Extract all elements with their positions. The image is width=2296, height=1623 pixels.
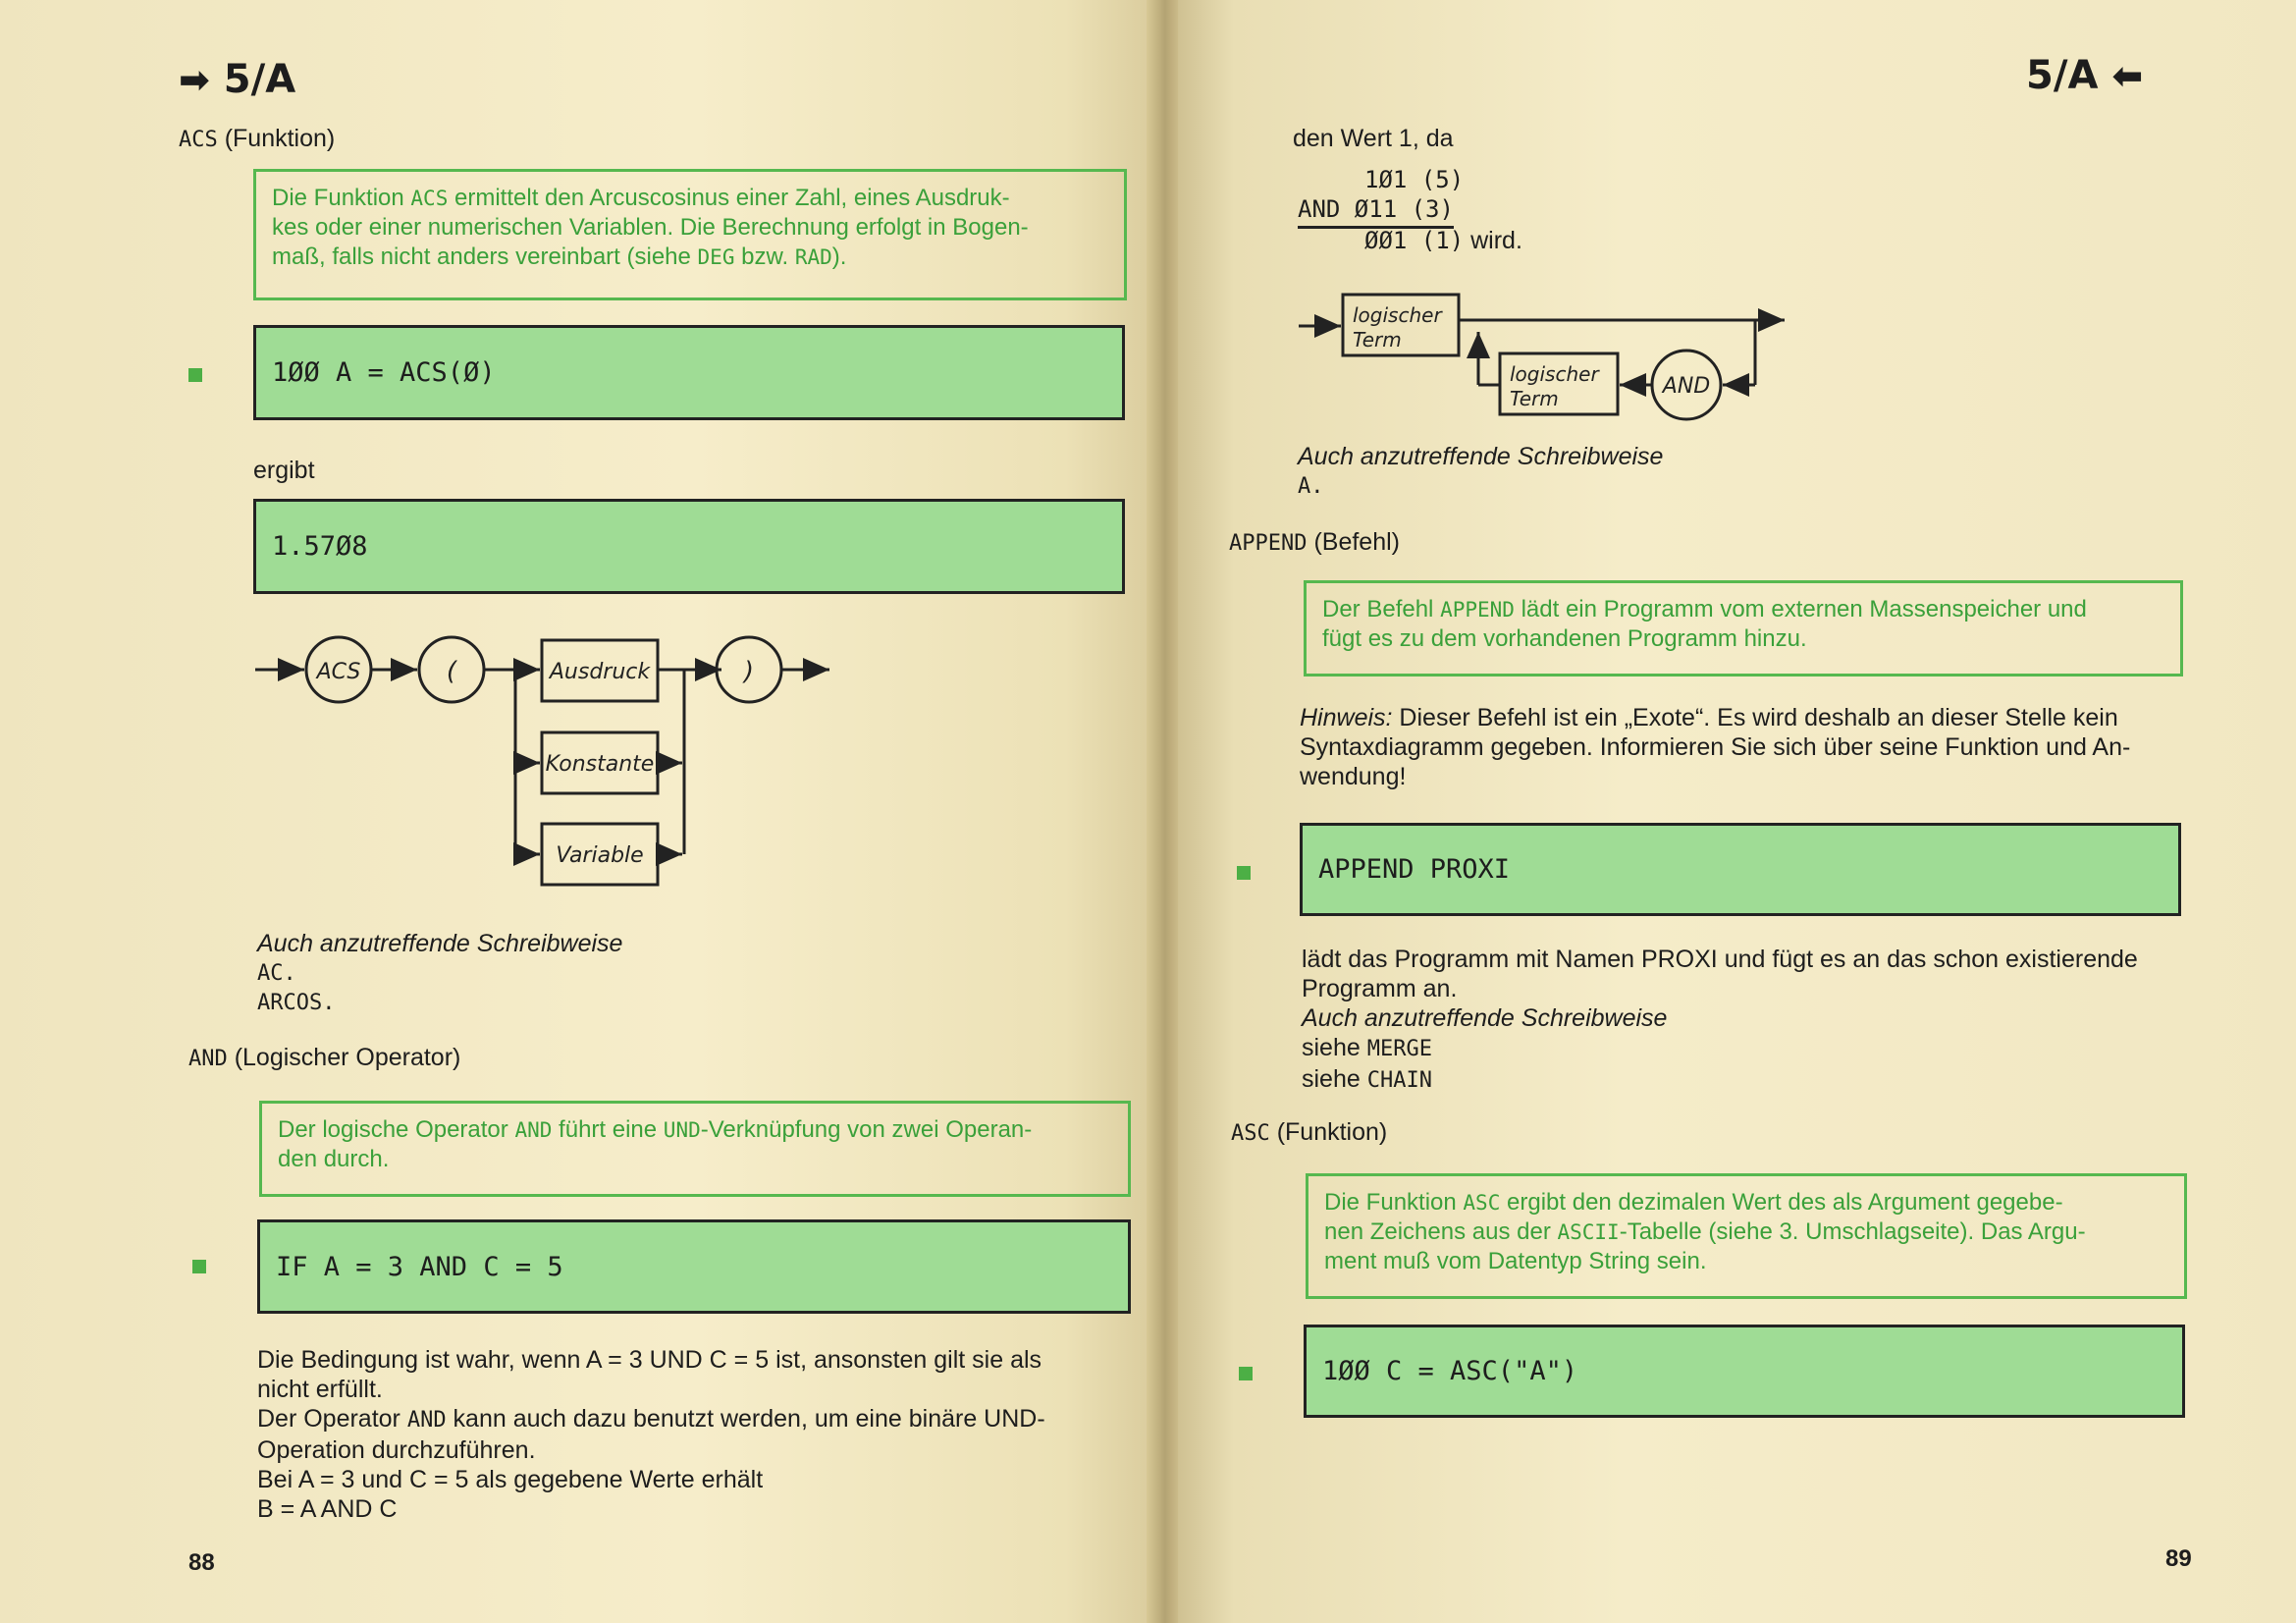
append-after-text: lädt das Programm mit Namen PROXI und fügt es an das schon existierende Programm an. Auch anzutreffende Schreibweise siehe MERGE siehe CHAIN — [1302, 946, 2138, 1093]
example-bullet — [1239, 1367, 1253, 1380]
page-number-left: 88 — [188, 1549, 215, 1576]
and-explanation: Die Bedingung ist wahr, wenn A = 3 UND C = 5 ist, ansonsten gilt sie als nicht erfüllt. Der Operator AND kann auch dazu benutzt werden, um eine binäre UND- Operation durchzuführen. Bei A = 3 und C = 5 als gegebene Werte erhält B = A AND C — [257, 1346, 1045, 1523]
append-hint: Hinweis: Dieser Befehl ist ein „Exote“. Es wird deshalb an dieser Stelle kein Syntaxdiagramm gegeben. Informieren Sie sich über seine Funktion und An- wendung! — [1300, 704, 2131, 790]
diagram-term2-line2: Term — [1510, 387, 1559, 410]
diagram-term2-line1: logischer — [1510, 362, 1599, 386]
diagram-lparen: ( — [446, 657, 457, 686]
diagram-variable: Variable — [556, 843, 644, 868]
diagram-and-label: AND — [1662, 374, 1711, 399]
right-header: 5/A ⬅ — [2026, 53, 2144, 98]
page-number-right: 89 — [2165, 1545, 2192, 1572]
acs-alt-1: AC. — [257, 961, 296, 986]
append-code-example: APPEND PROXI — [1300, 823, 2181, 916]
and-description: Der logische Operator AND führt eine UND-Verknüpfung von zwei Operan- den durch. — [259, 1101, 1131, 1197]
binary-line-3: ØØ1 (1) wird. — [1364, 227, 1522, 254]
example-bullet — [188, 368, 202, 382]
and-code-example: IF A = 3 AND C = 5 — [257, 1219, 1131, 1314]
acs-alt-2: ARCOS. — [257, 991, 336, 1015]
acs-result: 1.57Ø8 — [253, 499, 1125, 594]
right-page — [1178, 0, 2296, 1623]
example-bullet — [1237, 866, 1251, 880]
and-heading: AND (Logischer Operator) — [188, 1044, 461, 1071]
example-bullet — [192, 1260, 206, 1273]
acs-heading: ACS (Funktion) — [179, 125, 336, 152]
diagram-rparen: ) — [743, 657, 755, 686]
and-continuation: den Wert 1, da — [1293, 125, 1454, 152]
acs-result-label: ergibt — [253, 457, 315, 484]
arrow-left-icon: ⬅ — [2111, 54, 2144, 97]
diagram-acs-label: ACS — [316, 660, 361, 684]
append-description: Der Befehl APPEND lädt ein Programm vom externen Massenspeicher und fügt es zu dem vorhandenen Programm hinzu. — [1304, 580, 2183, 676]
asc-heading: ASC (Funktion) — [1231, 1118, 1388, 1146]
acs-code-example: 1ØØ A = ACS(Ø) — [253, 325, 1125, 420]
acs-syntax-diagram — [250, 628, 839, 893]
arrow-right-icon: ➡ — [179, 58, 210, 101]
left-header: ➡ 5/A — [179, 57, 296, 102]
binary-line-1: 1Ø1 (5) — [1364, 166, 1465, 193]
and-alt-label: Auch anzutreffende Schreibweise — [1298, 443, 1664, 470]
and-syntax-diagram — [1294, 287, 1804, 424]
binary-line-2: AND Ø11 (3) — [1298, 194, 1454, 229]
and-alt-1: A. — [1298, 474, 1324, 499]
acs-alt-label: Auch anzutreffende Schreibweise — [257, 930, 623, 957]
asc-code-example: 1ØØ C = ASC("A") — [1304, 1325, 2185, 1418]
diagram-ausdruck: Ausdruck — [549, 660, 651, 684]
append-heading: APPEND (Befehl) — [1229, 528, 1400, 556]
diagram-term1-line2: Term — [1353, 328, 1402, 352]
acs-description: Die Funktion ACS ermittelt den Arcuscosinus einer Zahl, eines Ausdruk- kes oder einer numerischen Variablen. Die Berechnung erfolgt in Bogen- maß, falls nicht anders vereinbart (siehe DEG bzw. RAD). — [253, 169, 1127, 300]
asc-description: Die Funktion ASC ergibt den dezimalen Wert des als Argument gegebe- nen Zeichens aus der ASCII-Tabelle (siehe 3. Umschlagseite). Das Argu- ment muß vom Datentyp String sein. — [1306, 1173, 2187, 1299]
diagram-konstante: Konstante — [545, 752, 655, 777]
diagram-term1-line1: logischer — [1353, 303, 1442, 327]
